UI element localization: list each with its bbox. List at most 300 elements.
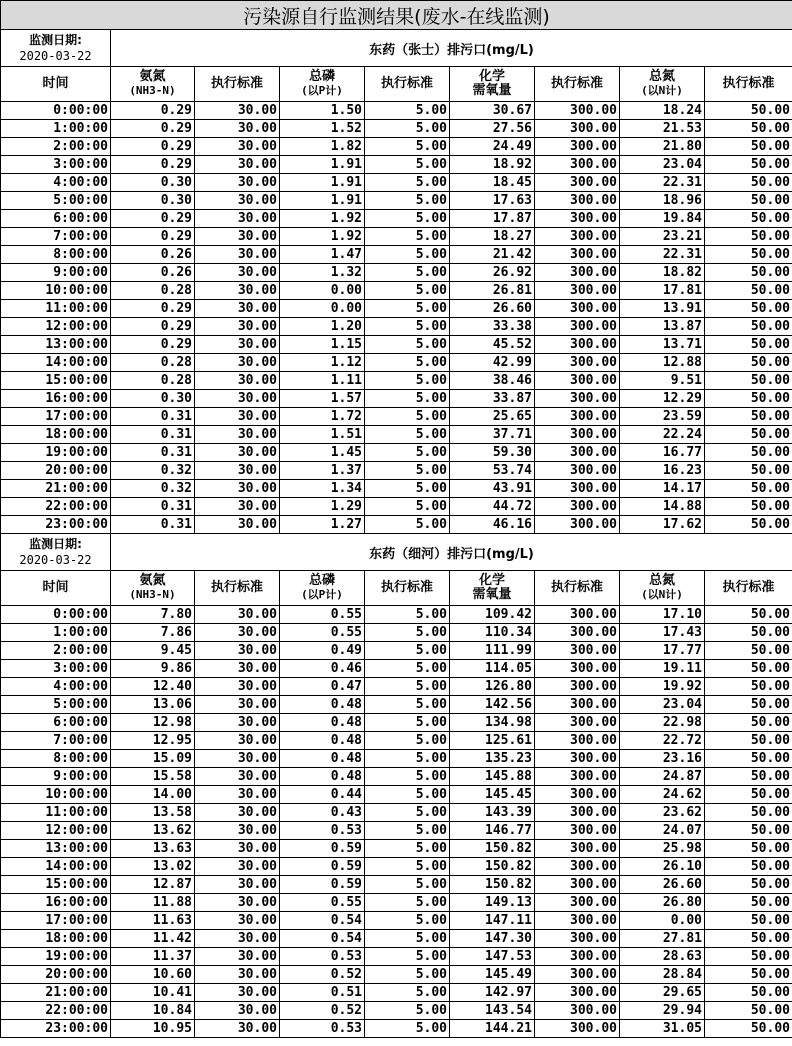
- column-header-line: (以N计): [641, 588, 683, 601]
- value-cell: 300.00: [535, 858, 620, 876]
- column-header: [620, 571, 705, 606]
- value-cell: 5.00: [365, 318, 450, 336]
- value-cell: 0.29: [111, 120, 195, 138]
- outlet-name: 东药（张士）排污口(mg/L): [111, 30, 792, 67]
- value-cell: 50.00: [705, 786, 792, 804]
- value-cell: 30.00: [195, 336, 280, 354]
- value-cell: 300.00: [535, 786, 620, 804]
- column-header-line: 时间: [42, 580, 69, 595]
- value-cell: 5.00: [365, 876, 450, 894]
- column-header-line: 执行标准: [380, 580, 433, 595]
- value-cell: 300.00: [535, 732, 620, 750]
- value-cell: 0.30: [111, 390, 195, 408]
- value-cell: 50.00: [705, 246, 792, 264]
- column-header: [535, 571, 620, 606]
- value-cell: 26.92: [450, 264, 535, 282]
- column-header-line: 执行标准: [210, 76, 263, 91]
- value-cell: 50.00: [705, 642, 792, 660]
- value-cell: 5.00: [365, 264, 450, 282]
- value-cell: 29.94: [620, 1002, 705, 1020]
- value-cell: 19.92: [620, 678, 705, 696]
- value-cell: 30.00: [195, 372, 280, 390]
- column-header: [280, 571, 365, 606]
- value-cell: 0.28: [111, 372, 195, 390]
- table-row: [1, 678, 792, 696]
- value-cell: 18.92: [450, 156, 535, 174]
- value-cell: 30.00: [195, 264, 280, 282]
- value-cell: 23.21: [620, 228, 705, 246]
- value-cell: 50.00: [705, 732, 792, 750]
- value-cell: 30.00: [195, 678, 280, 696]
- value-cell: 10.41: [111, 984, 195, 1002]
- table-row: [1, 390, 792, 408]
- time-cell: 7:00:00: [1, 732, 111, 750]
- column-header-line: 执行标准: [210, 580, 263, 595]
- value-cell: 30.00: [195, 660, 280, 678]
- value-cell: 18.96: [620, 192, 705, 210]
- value-cell: 50.00: [705, 138, 792, 156]
- value-cell: 21.53: [620, 120, 705, 138]
- column-header-line: 氨氮: [139, 69, 166, 84]
- value-cell: 150.82: [450, 876, 535, 894]
- time-cell: 13:00:00: [1, 336, 111, 354]
- value-cell: 142.97: [450, 984, 535, 1002]
- value-cell: 30.00: [195, 1020, 280, 1038]
- value-cell: 26.60: [620, 876, 705, 894]
- value-cell: 0.29: [111, 156, 195, 174]
- value-cell: 30.00: [195, 912, 280, 930]
- value-cell: 30.00: [195, 354, 280, 372]
- value-cell: 1.34: [280, 480, 365, 498]
- value-cell: 1.52: [280, 120, 365, 138]
- value-cell: 50.00: [705, 498, 792, 516]
- value-cell: 0.26: [111, 246, 195, 264]
- value-cell: 5.00: [365, 444, 450, 462]
- value-cell: 0.44: [280, 786, 365, 804]
- value-cell: 30.00: [195, 714, 280, 732]
- value-cell: 30.00: [195, 282, 280, 300]
- table-row: [1, 660, 792, 678]
- value-cell: 5.00: [365, 426, 450, 444]
- time-cell: 16:00:00: [1, 390, 111, 408]
- value-cell: 30.00: [195, 498, 280, 516]
- value-cell: 0.52: [280, 1002, 365, 1020]
- value-cell: 16.77: [620, 444, 705, 462]
- column-header-line: 总磷: [308, 69, 335, 84]
- time-cell: 12:00:00: [1, 822, 111, 840]
- value-cell: 13.63: [111, 840, 195, 858]
- value-cell: 23.59: [620, 408, 705, 426]
- value-cell: 300.00: [535, 894, 620, 912]
- time-cell: 13:00:00: [1, 840, 111, 858]
- column-header: [450, 67, 535, 102]
- value-cell: 23.04: [620, 156, 705, 174]
- table-row: [1, 156, 792, 174]
- value-cell: 1.12: [280, 354, 365, 372]
- column-header-line: (以P计): [301, 588, 343, 601]
- time-cell: 19:00:00: [1, 444, 111, 462]
- time-cell: 11:00:00: [1, 300, 111, 318]
- value-cell: 300.00: [535, 876, 620, 894]
- value-cell: 300.00: [535, 1020, 620, 1038]
- value-cell: 5.00: [365, 858, 450, 876]
- value-cell: 0.31: [111, 498, 195, 516]
- table-row: [1, 624, 792, 642]
- value-cell: 5.00: [365, 228, 450, 246]
- value-cell: 0.48: [280, 714, 365, 732]
- value-cell: 30.00: [195, 390, 280, 408]
- table-row: [1, 498, 792, 516]
- time-cell: 21:00:00: [1, 984, 111, 1002]
- value-cell: 5.00: [365, 768, 450, 786]
- value-cell: 12.29: [620, 390, 705, 408]
- time-cell: 15:00:00: [1, 876, 111, 894]
- value-cell: 5.00: [365, 1002, 450, 1020]
- value-cell: 14.00: [111, 786, 195, 804]
- time-cell: 17:00:00: [1, 408, 111, 426]
- table-row: [1, 300, 792, 318]
- value-cell: 17.87: [450, 210, 535, 228]
- column-header-line: 总氮: [648, 69, 675, 84]
- table-row: [1, 264, 792, 282]
- value-cell: 50.00: [705, 822, 792, 840]
- value-cell: 9.86: [111, 660, 195, 678]
- value-cell: 12.98: [111, 714, 195, 732]
- value-cell: 11.42: [111, 930, 195, 948]
- value-cell: 5.00: [365, 192, 450, 210]
- table-row: [1, 228, 792, 246]
- value-cell: 0.48: [280, 750, 365, 768]
- value-cell: 13.06: [111, 696, 195, 714]
- value-cell: 30.00: [195, 156, 280, 174]
- value-cell: 300.00: [535, 390, 620, 408]
- value-cell: 145.45: [450, 786, 535, 804]
- column-header: [365, 67, 450, 102]
- column-header-line: 氨氮: [139, 573, 166, 588]
- table-row: [1, 372, 792, 390]
- value-cell: 300.00: [535, 822, 620, 840]
- value-cell: 0.59: [280, 876, 365, 894]
- column-header-line: 需氧量: [472, 587, 512, 602]
- value-cell: 5.00: [365, 516, 450, 534]
- value-cell: 26.60: [450, 300, 535, 318]
- value-cell: 30.00: [195, 696, 280, 714]
- value-cell: 300.00: [535, 498, 620, 516]
- value-cell: 300.00: [535, 804, 620, 822]
- value-cell: 5.00: [365, 336, 450, 354]
- value-cell: 50.00: [705, 156, 792, 174]
- value-cell: 50.00: [705, 840, 792, 858]
- value-cell: 300.00: [535, 174, 620, 192]
- value-cell: 0.51: [280, 984, 365, 1002]
- column-header-line: 执行标准: [722, 580, 775, 595]
- value-cell: 10.95: [111, 1020, 195, 1038]
- value-cell: 0.48: [280, 696, 365, 714]
- table-row: [1, 426, 792, 444]
- value-cell: 30.00: [195, 300, 280, 318]
- column-header-line: 执行标准: [380, 76, 433, 91]
- column-header-line: 执行标准: [722, 76, 775, 91]
- value-cell: 5.00: [365, 822, 450, 840]
- value-cell: 5.00: [365, 750, 450, 768]
- time-cell: 2:00:00: [1, 138, 111, 156]
- time-cell: 8:00:00: [1, 750, 111, 768]
- value-cell: 13.62: [111, 822, 195, 840]
- title-row: [1, 1, 792, 30]
- value-cell: 15.58: [111, 768, 195, 786]
- value-cell: 59.30: [450, 444, 535, 462]
- value-cell: 50.00: [705, 318, 792, 336]
- value-cell: 30.00: [195, 966, 280, 984]
- value-cell: 30.00: [195, 462, 280, 480]
- value-cell: 114.05: [450, 660, 535, 678]
- value-cell: 300.00: [535, 930, 620, 948]
- value-cell: 14.17: [620, 480, 705, 498]
- value-cell: 50.00: [705, 462, 792, 480]
- value-cell: 0.00: [280, 300, 365, 318]
- time-cell: 4:00:00: [1, 174, 111, 192]
- time-cell: 5:00:00: [1, 696, 111, 714]
- value-cell: 300.00: [535, 192, 620, 210]
- value-cell: 50.00: [705, 894, 792, 912]
- value-cell: 12.40: [111, 678, 195, 696]
- value-cell: 0.49: [280, 642, 365, 660]
- value-cell: 126.80: [450, 678, 535, 696]
- time-cell: 1:00:00: [1, 624, 111, 642]
- value-cell: 30.00: [195, 624, 280, 642]
- value-cell: 30.00: [195, 804, 280, 822]
- time-cell: 15:00:00: [1, 372, 111, 390]
- value-cell: 0.47: [280, 678, 365, 696]
- value-cell: 10.60: [111, 966, 195, 984]
- table-row: [1, 786, 792, 804]
- value-cell: 9.51: [620, 372, 705, 390]
- time-cell: 17:00:00: [1, 912, 111, 930]
- column-header: [195, 67, 280, 102]
- column-header: [705, 571, 792, 606]
- value-cell: 50.00: [705, 102, 792, 120]
- value-cell: 50.00: [705, 966, 792, 984]
- value-cell: 50.00: [705, 858, 792, 876]
- column-header: [705, 67, 792, 102]
- time-cell: 0:00:00: [1, 606, 111, 624]
- value-cell: 300.00: [535, 624, 620, 642]
- value-cell: 30.00: [195, 210, 280, 228]
- time-cell: 20:00:00: [1, 966, 111, 984]
- table-row: [1, 876, 792, 894]
- value-cell: 44.72: [450, 498, 535, 516]
- value-cell: 50.00: [705, 660, 792, 678]
- value-cell: 300.00: [535, 300, 620, 318]
- value-cell: 17.81: [620, 282, 705, 300]
- value-cell: 5.00: [365, 840, 450, 858]
- value-cell: 0.31: [111, 408, 195, 426]
- value-cell: 109.42: [450, 606, 535, 624]
- value-cell: 0.53: [280, 822, 365, 840]
- value-cell: 50.00: [705, 174, 792, 192]
- value-cell: 0.29: [111, 336, 195, 354]
- time-cell: 9:00:00: [1, 264, 111, 282]
- time-cell: 16:00:00: [1, 894, 111, 912]
- value-cell: 7.86: [111, 624, 195, 642]
- value-cell: 1.91: [280, 192, 365, 210]
- value-cell: 17.77: [620, 642, 705, 660]
- time-cell: 22:00:00: [1, 1002, 111, 1020]
- value-cell: 5.00: [365, 300, 450, 318]
- value-cell: 50.00: [705, 804, 792, 822]
- value-cell: 300.00: [535, 264, 620, 282]
- value-cell: 50.00: [705, 390, 792, 408]
- date-value: 2020-03-22: [19, 49, 92, 63]
- value-cell: 50.00: [705, 624, 792, 642]
- column-header-line: 执行标准: [550, 580, 603, 595]
- table-row: [1, 354, 792, 372]
- value-cell: 21.80: [620, 138, 705, 156]
- value-cell: 300.00: [535, 1002, 620, 1020]
- value-cell: 0.30: [111, 192, 195, 210]
- column-header-row: [1, 571, 792, 606]
- value-cell: 50.00: [705, 300, 792, 318]
- value-cell: 18.24: [620, 102, 705, 120]
- column-header: [535, 67, 620, 102]
- value-cell: 50.00: [705, 264, 792, 282]
- table-row: [1, 462, 792, 480]
- value-cell: 5.00: [365, 948, 450, 966]
- value-cell: 5.00: [365, 210, 450, 228]
- time-cell: 3:00:00: [1, 156, 111, 174]
- value-cell: 30.00: [195, 174, 280, 192]
- time-cell: 18:00:00: [1, 930, 111, 948]
- value-cell: 0.31: [111, 516, 195, 534]
- value-cell: 11.88: [111, 894, 195, 912]
- table-row: [1, 912, 792, 930]
- value-cell: 1.72: [280, 408, 365, 426]
- column-header: [450, 571, 535, 606]
- value-cell: 30.00: [195, 768, 280, 786]
- value-cell: 300.00: [535, 750, 620, 768]
- table-row: [1, 804, 792, 822]
- value-cell: 0.32: [111, 462, 195, 480]
- value-cell: 5.00: [365, 138, 450, 156]
- value-cell: 53.74: [450, 462, 535, 480]
- table-row: [1, 318, 792, 336]
- value-cell: 38.46: [450, 372, 535, 390]
- table-row: [1, 408, 792, 426]
- value-cell: 23.04: [620, 696, 705, 714]
- value-cell: 30.00: [195, 858, 280, 876]
- value-cell: 300.00: [535, 426, 620, 444]
- value-cell: 43.91: [450, 480, 535, 498]
- time-cell: 9:00:00: [1, 768, 111, 786]
- time-cell: 10:00:00: [1, 282, 111, 300]
- value-cell: 24.07: [620, 822, 705, 840]
- value-cell: 145.88: [450, 768, 535, 786]
- value-cell: 27.56: [450, 120, 535, 138]
- value-cell: 300.00: [535, 228, 620, 246]
- value-cell: 0.59: [280, 840, 365, 858]
- column-header: [1, 571, 111, 606]
- column-header-line: 执行标准: [550, 76, 603, 91]
- value-cell: 0.28: [111, 354, 195, 372]
- time-cell: 14:00:00: [1, 858, 111, 876]
- value-cell: 30.00: [195, 138, 280, 156]
- value-cell: 300.00: [535, 948, 620, 966]
- value-cell: 13.58: [111, 804, 195, 822]
- table-row: [1, 966, 792, 984]
- section-header-row: [1, 534, 792, 571]
- value-cell: 1.15: [280, 336, 365, 354]
- value-cell: 150.82: [450, 840, 535, 858]
- value-cell: 300.00: [535, 660, 620, 678]
- value-cell: 143.39: [450, 804, 535, 822]
- column-header-line: (NH3-N): [129, 84, 176, 97]
- value-cell: 50.00: [705, 426, 792, 444]
- value-cell: 30.00: [195, 876, 280, 894]
- value-cell: 5.00: [365, 120, 450, 138]
- column-header: [111, 67, 195, 102]
- value-cell: 50.00: [705, 210, 792, 228]
- value-cell: 17.10: [620, 606, 705, 624]
- value-cell: 300.00: [535, 714, 620, 732]
- time-cell: 20:00:00: [1, 462, 111, 480]
- column-header: [365, 571, 450, 606]
- table-row: [1, 282, 792, 300]
- value-cell: 30.00: [195, 984, 280, 1002]
- value-cell: 5.00: [365, 804, 450, 822]
- value-cell: 300.00: [535, 480, 620, 498]
- value-cell: 24.49: [450, 138, 535, 156]
- value-cell: 26.10: [620, 858, 705, 876]
- value-cell: 300.00: [535, 408, 620, 426]
- value-cell: 18.27: [450, 228, 535, 246]
- value-cell: 30.00: [195, 732, 280, 750]
- value-cell: 1.27: [280, 516, 365, 534]
- table-row: [1, 840, 792, 858]
- value-cell: 300.00: [535, 210, 620, 228]
- table-row: [1, 930, 792, 948]
- value-cell: 30.00: [195, 750, 280, 768]
- value-cell: 17.62: [620, 516, 705, 534]
- value-cell: 26.80: [620, 894, 705, 912]
- column-header-line: 化学: [478, 573, 505, 588]
- time-cell: 2:00:00: [1, 642, 111, 660]
- value-cell: 30.00: [195, 840, 280, 858]
- time-cell: 18:00:00: [1, 426, 111, 444]
- column-header-line: (以P计): [301, 84, 343, 97]
- time-cell: 10:00:00: [1, 786, 111, 804]
- value-cell: 18.82: [620, 264, 705, 282]
- table-row: [1, 714, 792, 732]
- value-cell: 5.00: [365, 786, 450, 804]
- value-cell: 0.28: [111, 282, 195, 300]
- value-cell: 0.31: [111, 444, 195, 462]
- time-cell: 12:00:00: [1, 318, 111, 336]
- value-cell: 0.00: [620, 912, 705, 930]
- value-cell: 7.80: [111, 606, 195, 624]
- value-cell: 50.00: [705, 516, 792, 534]
- value-cell: 0.29: [111, 210, 195, 228]
- value-cell: 1.57: [280, 390, 365, 408]
- value-cell: 50.00: [705, 696, 792, 714]
- table-row: [1, 480, 792, 498]
- date-label: 监测日期:: [29, 33, 82, 47]
- time-cell: 22:00:00: [1, 498, 111, 516]
- value-cell: 50.00: [705, 480, 792, 498]
- table-row: [1, 1002, 792, 1020]
- table-row: [1, 336, 792, 354]
- value-cell: 5.00: [365, 660, 450, 678]
- value-cell: 300.00: [535, 642, 620, 660]
